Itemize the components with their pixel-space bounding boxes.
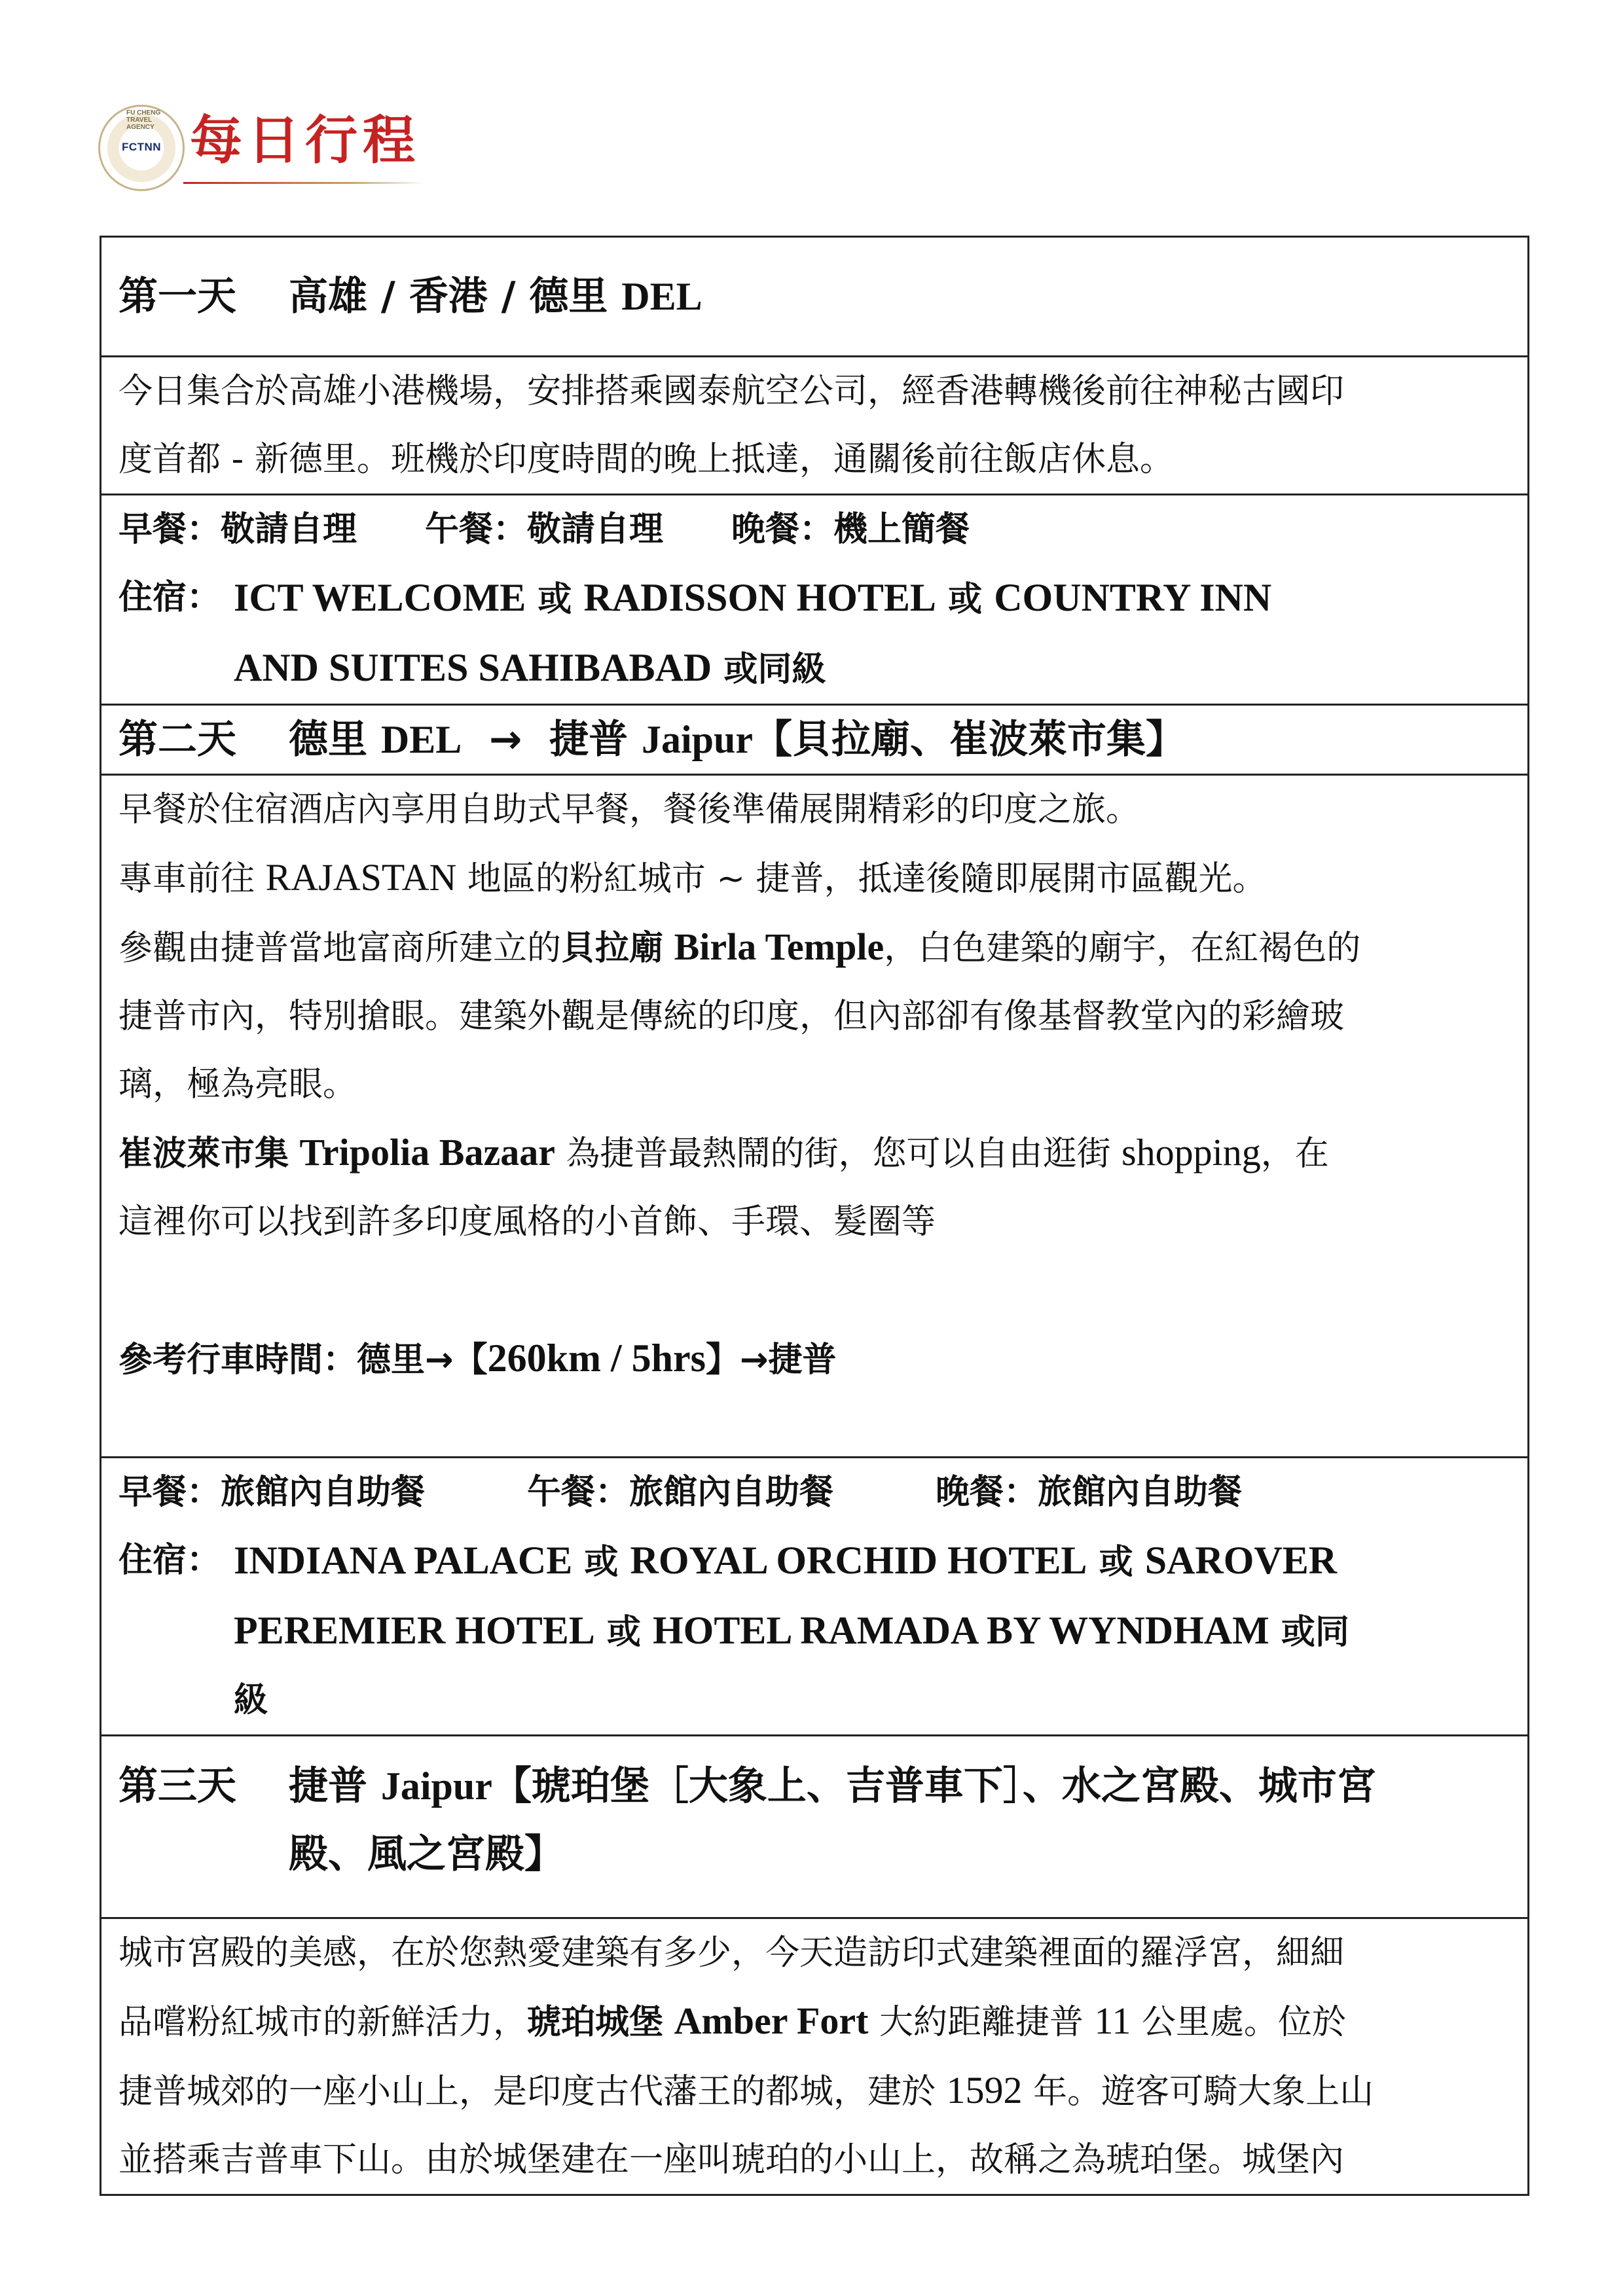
text: 公里處。位於: [1141, 2003, 1346, 2042]
day1-number: 第一天: [119, 274, 236, 319]
region-name: RAJASTAN: [265, 856, 457, 899]
day3-para-line2: [119, 1987, 1510, 2056]
logo-text: FCTNN: [121, 141, 162, 153]
or-text: 或: [948, 580, 983, 619]
day2-to: 捷普: [549, 717, 629, 762]
text: 捷普城郊的一座小山上，是印度古代藩王的都城，建於: [119, 2072, 936, 2111]
day2-sights: 【貝拉廟、崔波萊市集】: [753, 717, 1186, 762]
day2-hotel-2: ROYAL ORCHID HOTEL: [630, 1539, 1087, 1582]
day2-meals-lodging-cell: [101, 1458, 1529, 1736]
day2-para-4-line2: 這裡你可以找到許多印度風格的小首飾、手環、髮圈等: [119, 1202, 936, 1242]
text: 年。遊客可騎大象上山: [1033, 2072, 1374, 2111]
itinerary-table: [100, 236, 1529, 2196]
day2-drive-time: [119, 1324, 1510, 1394]
day1-header-cell: [101, 237, 1529, 357]
day3-number: 第三天: [119, 1763, 236, 1809]
day2-to-en: Jaipur: [642, 718, 754, 761]
sight-name-cn: 貝拉廟: [561, 929, 664, 968]
spacer: [119, 1256, 1510, 1324]
day3-sights-cont: 殿、風之宮殿】: [289, 1831, 564, 1877]
page-header: [98, 98, 439, 190]
day1-meals-lodging-cell: [101, 495, 1529, 705]
text: 地區的粉紅城市 ~ 捷普，抵達後隨即展開市區觀光。: [467, 859, 1267, 899]
or-text: 或: [1099, 1543, 1133, 1582]
day2-header-cell: [101, 705, 1529, 775]
day2-from: 德里: [289, 717, 367, 762]
day1-lodging: [119, 564, 1510, 704]
day2-hotel-3-cont: PEREMIER HOTEL: [234, 1609, 595, 1652]
day1-title: [119, 238, 1510, 355]
day1-desc-line1: 今日集合於高雄小港機場，安排搭乘國泰航空公司，經香港轉機後前往神秘古國印: [119, 372, 1345, 411]
day1-desc-line2: 度首都 - 新德里。班機於印度時間的晚上抵達，通關後前往飯店休息。: [119, 440, 1174, 479]
day2-hotel-3: SAROVER: [1144, 1539, 1338, 1582]
text: 大約距離捷普: [879, 2003, 1084, 2042]
day3-city: 捷普: [289, 1763, 367, 1809]
text: 參考行車時間：德里→【: [119, 1340, 488, 1380]
or-equivalent: 或同: [1281, 1613, 1349, 1652]
day3-para-line4: 並搭乘吉普車下山。由於城堡建在一座叫琥珀的小山上，故稱之為琥珀堡。城堡內: [119, 2140, 1345, 2179]
day3-title: [119, 1736, 1510, 1895]
or-equivalent: 或同級: [723, 650, 826, 689]
day2-lodging-value: [234, 1526, 1510, 1734]
day3-para-line1: 城市宮殿的美感，在於您熱愛建築有多少，今天造訪印式建築裡面的羅浮宮，細細: [119, 1933, 1345, 1973]
day2-meals: 早餐：旅館內自助餐 午餐：旅館內自助餐 晚餐：旅館內自助餐: [119, 1473, 1243, 1512]
text: 】→捷普: [705, 1340, 837, 1380]
year-value: 1592: [946, 2069, 1023, 2111]
day2-title: [119, 706, 1510, 774]
day2-from-code: DEL: [380, 718, 462, 761]
day2-lodging: [119, 1526, 1510, 1734]
day1-route: 高雄 / 香港 / 德里: [289, 274, 608, 319]
day2-para-1: 早餐於住宿酒店內享用自助式早餐，餐後準備展開精彩的印度之旅。: [119, 790, 1140, 829]
day3-sights: 【琥珀堡［大象上、吉普車下］、水之宮殿、城市宮: [492, 1763, 1376, 1809]
day1-hotel-1: ICT WELCOME: [234, 576, 526, 619]
day1-hotel-3: COUNTRY INN: [994, 576, 1272, 619]
day3-para-line3: [119, 2056, 1510, 2126]
company-logo: [98, 105, 185, 191]
text: 專車前往: [119, 859, 255, 899]
day1-lodging-label: 住宿：: [119, 578, 221, 617]
logo-ring-text: FU CHENG TRAVEL AGENCY: [126, 109, 161, 131]
sight-name-cn: 琥珀城堡: [527, 2003, 664, 2042]
or-text: 或: [584, 1543, 619, 1582]
day2-para-4: [119, 1119, 1510, 1188]
day2-para-3-line3: 璃，極為亮眼。: [119, 1065, 357, 1104]
distance-value: 11: [1094, 2000, 1131, 2042]
day3-city-en: Jaipur: [380, 1765, 492, 1808]
page-title: 每日行程: [190, 109, 420, 171]
or-text: 或: [606, 1613, 641, 1652]
day3-title-text: [289, 1752, 1510, 1888]
text: 參觀由捷普當地富商所建立的: [119, 929, 562, 968]
day2-para-2: [119, 844, 1510, 913]
or-equivalent-cont: 級: [234, 1681, 268, 1720]
day1-hotel-3-cont: AND SUITES SAHIBABAD: [234, 646, 712, 689]
sight-name-en: Tripolia Bazaar: [299, 1131, 555, 1174]
day1-hotel-2: RADISSON HOTEL: [583, 576, 936, 619]
day2-para-3: [119, 913, 1510, 982]
day2-number: 第二天: [119, 717, 236, 762]
sight-name-en: Birla Temple: [674, 925, 884, 968]
day1-route-code: DEL: [621, 275, 702, 318]
day2-description-cell: [101, 775, 1529, 1458]
day3-description-cell: [101, 1918, 1529, 2195]
title-underline: [183, 182, 426, 184]
day2-hotel-4: HOTEL RAMADA BY WYNDHAM: [652, 1609, 1269, 1652]
text: ，白色建築的廟宇，在紅褐色的: [884, 929, 1361, 968]
day1-lodging-value: [234, 564, 1510, 704]
day2-hotel-1: INDIANA PALACE: [234, 1539, 573, 1582]
text: 品嚐粉紅城市的新鮮活力，: [119, 2003, 528, 2042]
or-text: 或: [538, 580, 572, 619]
day1-description-cell: [101, 357, 1529, 495]
text: 為捷普最熱鬧的街，您可以自由逛街: [566, 1134, 1111, 1174]
drive-distance: 260km / 5hrs: [487, 1336, 706, 1380]
arrow-icon: →: [489, 717, 522, 762]
day3-header-cell: [101, 1736, 1529, 1918]
sight-name-cn: 崔波萊市集: [119, 1134, 289, 1174]
text: ，在: [1260, 1134, 1329, 1174]
day1-meals: 早餐：敬請自理 午餐：敬請自理 晚餐：機上簡餐: [119, 510, 970, 549]
day2-lodging-label: 住宿：: [119, 1541, 221, 1580]
text-en: shopping: [1122, 1131, 1261, 1174]
sight-name-en: Amber Fort: [674, 2000, 869, 2042]
day2-para-3-line2: 捷普市內，特別搶眼。建築外觀是傳統的印度，但內部卻有像基督教堂內的彩繪玻: [119, 997, 1345, 1036]
